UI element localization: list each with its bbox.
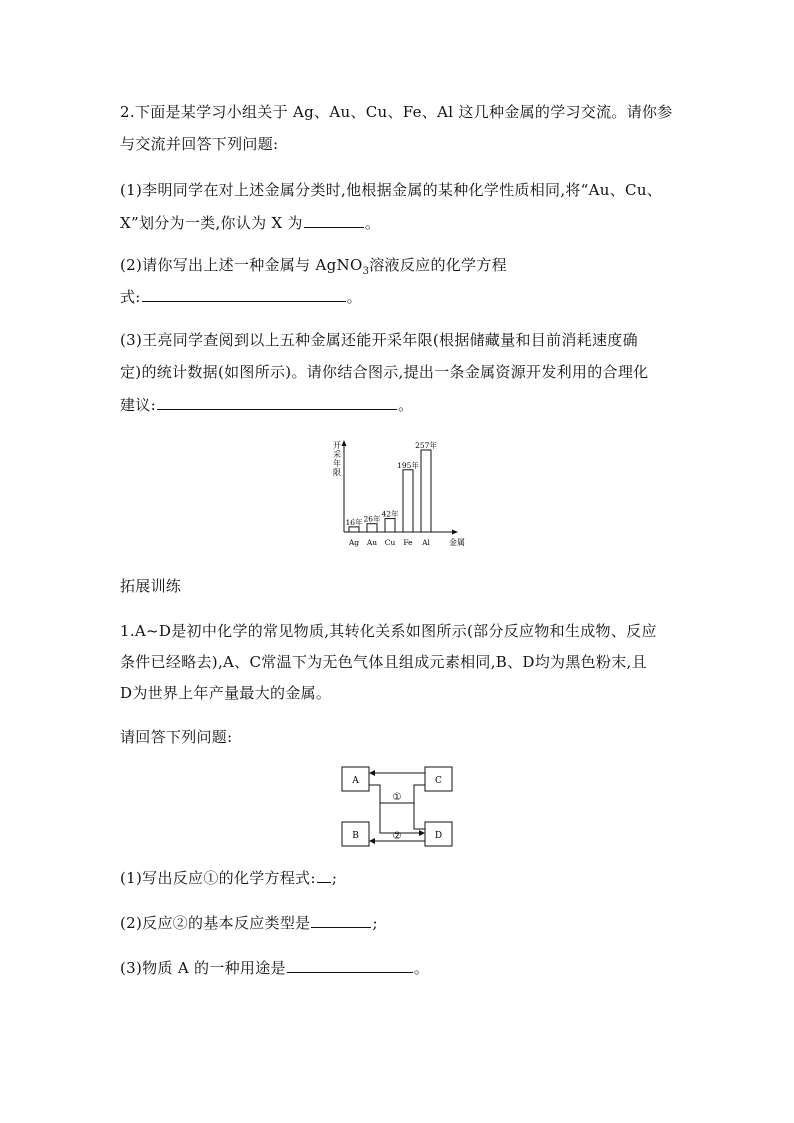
ext-part1-end: ; [331, 869, 338, 887]
diagram-svg [338, 763, 456, 853]
q2-part3-line3 [120, 394, 413, 415]
q2-part1-line1: (1)李明同学在对上述金属分类时,他根据金属的某种化学性质相同,将“Au、Cu、 [120, 181, 663, 199]
tick-label-au: Au [366, 538, 378, 547]
ext-part3 [120, 957, 429, 978]
ext-part2-end: ; [372, 914, 378, 932]
data-label-au: 26年 [363, 514, 381, 524]
ext-part1-text: (1)写出反应①的化学方程式: [120, 869, 316, 887]
mining-years-chart [328, 432, 468, 550]
ext-q1-line3: D为世界上年产量最大的金属。 [120, 684, 332, 702]
bar-au [367, 524, 377, 532]
ext-part3-end: 。 [413, 959, 430, 977]
ext-part2-text: (2)反应②的基本反应类型是 [120, 914, 311, 932]
ext-q1-line1: 1.A~D是初中化学的常见物质,其转化关系如图所示(部分反应物和生成物、反应 [120, 622, 657, 640]
q2-part3-line2: 定)的统计数据(如图所示)。请你结合图示,提出一条金属资源开发利用的合理化 [120, 363, 649, 381]
ext-part3-text: (3)物质 A 的一种用途是 [120, 959, 286, 977]
data-label-al: 257年 [415, 441, 437, 450]
bars [345, 440, 437, 547]
q2-part2-text: (2)请你写出上述一种金属与 AgNO [120, 256, 363, 274]
q2-part1-line2 [120, 212, 380, 233]
y-axis-label-char: 采 [333, 450, 341, 459]
q2-part2-end: 。 [346, 288, 362, 306]
tick-label-al: Al [422, 538, 430, 547]
data-label-cu: 42年 [381, 509, 399, 519]
answer-blank-use[interactable] [287, 957, 413, 973]
x-axis-label: 金属 [449, 538, 465, 547]
ext-q1-line2: 条件已经略去),A、C常温下为无色气体且组成元素相同,B、D均为黑色粉末,且 [120, 653, 647, 671]
bar-cu [385, 519, 395, 532]
answer-blank-suggestion[interactable] [157, 394, 397, 410]
q2-part3-end: 。 [397, 396, 414, 414]
tick-label-cu: Cu [384, 538, 396, 547]
q2-part1-end: 。 [364, 214, 381, 232]
arrow-c-to-d [414, 785, 425, 829]
bar-ag [349, 527, 359, 532]
answer-blank-equation[interactable] [142, 286, 346, 302]
ext-part1 [120, 867, 337, 888]
y-axis-label-char: 年 [333, 459, 341, 468]
q2-part2-line1 [120, 255, 507, 282]
x-axis-arrow [452, 530, 458, 535]
chart-svg [328, 432, 468, 550]
tick-label-ag: Ag [348, 538, 360, 547]
bar-fe [403, 470, 413, 532]
y-axis-label-char: 限 [333, 468, 341, 477]
subscript-3: 3 [362, 266, 370, 277]
data-label-ag: 16年 [345, 517, 363, 527]
reaction-1-label: ① [392, 792, 402, 803]
box-c-label: C [435, 776, 442, 786]
q2-stem-line1: 2.下面是某学习小组关于 Ag、Au、Cu、Fe、Al 这几种金属的学习交流。请你参 [120, 103, 673, 121]
ext-prompt: 请回答下列问题: [120, 728, 233, 746]
answer-blank-reaction-type[interactable] [311, 912, 371, 928]
ext-part2 [120, 912, 378, 933]
bar-al [421, 450, 431, 532]
q2-part2-line2 [120, 286, 362, 307]
box-d-label: D [434, 831, 443, 841]
box-a-label: A [352, 776, 359, 786]
data-label-fe: 195年 [397, 460, 419, 470]
conversion-diagram [338, 763, 456, 853]
answer-blank-x[interactable] [304, 212, 364, 228]
q2-part2-label: 式: [120, 288, 141, 306]
y-axis-arrow [342, 440, 347, 446]
q2-part1-text: X”划分为一类,你认为 X 为 [120, 214, 303, 232]
q2-part2-text-end: 溶液反应的化学方程 [369, 256, 507, 274]
q2-stem-line2: 与交流并回答下列问题: [120, 135, 279, 153]
box-b-label: B [352, 831, 359, 841]
q2-part3-label: 建议: [120, 396, 156, 414]
y-axis-label-char: 开 [333, 441, 341, 450]
answer-blank-reaction1[interactable] [317, 867, 331, 883]
reaction-2-label: ② [392, 831, 402, 842]
q2-part3-line1: (3)王亮同学查阅到以上五种金属还能开采年限(根据储藏量和目前消耗速度确 [120, 331, 638, 349]
tick-label-fe: Fe [403, 538, 413, 547]
y-axis-label [333, 441, 341, 477]
section-heading: 拓展训练 [120, 577, 182, 595]
